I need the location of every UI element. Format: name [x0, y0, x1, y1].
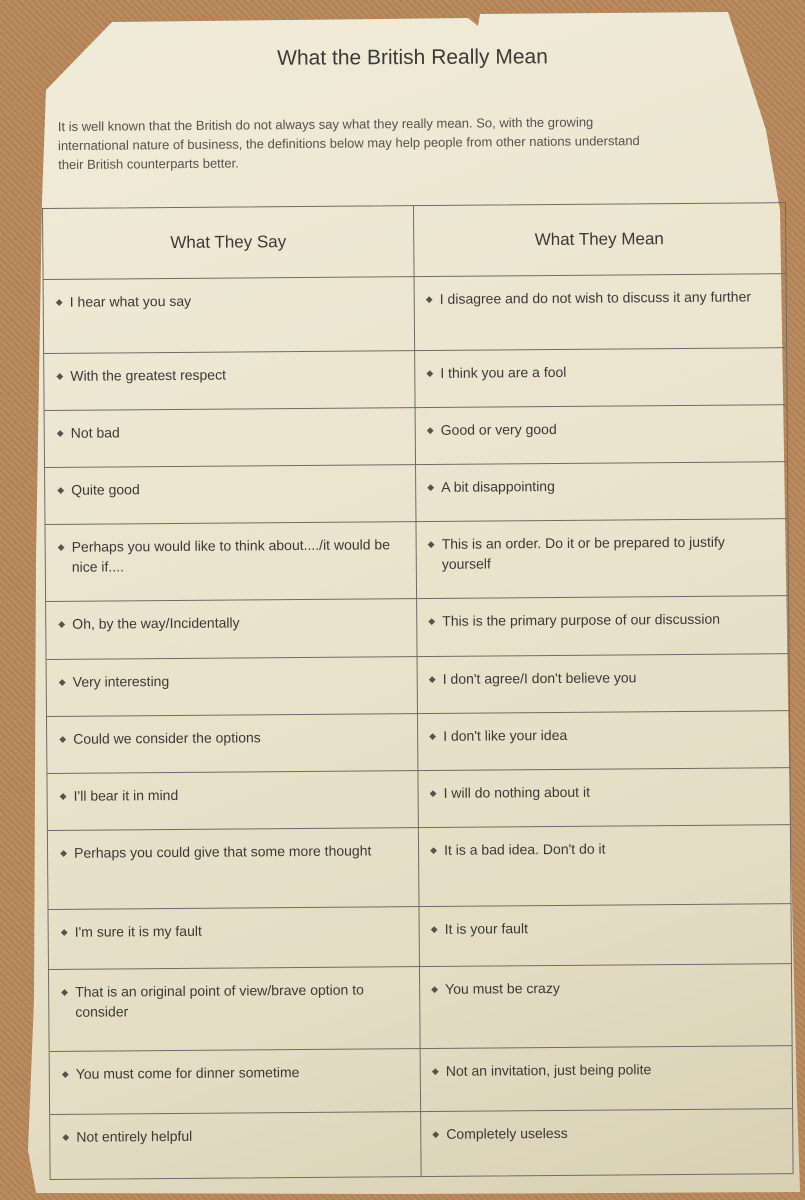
phrase-said [47, 657, 417, 692]
bullet-icon: ◆ [432, 1128, 440, 1139]
bullet-icon: ◆ [62, 1131, 70, 1142]
bullet-icon: ◆ [61, 986, 69, 997]
phrase-said [47, 714, 417, 749]
column-header-what-they-mean: What They Mean [534, 229, 664, 250]
phrase-said-text: Could we consider the options [73, 729, 261, 747]
phrase-meaning-text: Good or very good [440, 420, 557, 438]
bullet-icon: ◆ [431, 983, 439, 994]
phrase-said [44, 277, 414, 312]
phrase-said-text: I'm sure it is my fault [74, 922, 202, 940]
phrase-meaning-text: You must be crazy [445, 979, 560, 997]
bullet-icon: ◆ [59, 790, 67, 801]
phrase-table [42, 202, 794, 1180]
bullet-icon: ◆ [61, 1068, 69, 1079]
bullet-icon: ◆ [55, 296, 63, 307]
phrase-said-text: Perhaps you would like to think about..../it would be nice if.... [71, 536, 391, 575]
phrase-meaning-text: I think you are a fool [440, 363, 567, 381]
phrase-meaning [416, 596, 788, 631]
phrase-said-text: I'll bear it in mind [73, 786, 179, 804]
phrase-said [49, 907, 419, 942]
phrase-meaning [414, 274, 786, 309]
bullet-icon: ◆ [430, 844, 438, 855]
bullet-icon: ◆ [58, 618, 66, 629]
bullet-icon: ◆ [428, 673, 436, 684]
phrase-said-text: With the greatest respect [70, 366, 227, 384]
phrase-said [44, 351, 414, 386]
phrase-meaning-text: It is your fault [444, 920, 528, 937]
phrase-meaning-text: I disagree and do not wish to discuss it any further [439, 288, 752, 307]
phrase-said [47, 771, 417, 806]
phrase-meaning [417, 654, 789, 689]
bullet-icon: ◆ [58, 676, 66, 687]
bullet-icon: ◆ [57, 484, 65, 495]
bullet-icon: ◆ [60, 926, 68, 937]
bullet-icon: ◆ [427, 481, 435, 492]
phrase-said-text: Very interesting [72, 673, 170, 690]
phrase-said [46, 599, 416, 634]
phrase-said-text: Oh, by the way/Incidentally [72, 614, 240, 632]
phrase-meaning [419, 904, 791, 939]
bullet-icon: ◆ [59, 733, 67, 744]
bullet-icon: ◆ [426, 424, 434, 435]
phrase-said-text: I hear what you say [69, 292, 192, 310]
bullet-icon: ◆ [427, 538, 435, 549]
phrase-meaning-text: This is the primary purpose of our discussion [442, 610, 721, 629]
phrase-said [45, 465, 415, 500]
bullet-icon: ◆ [425, 293, 433, 304]
phrase-meaning [417, 768, 789, 803]
phrase-table-wrapper [42, 202, 792, 1178]
bullet-icon: ◆ [56, 427, 64, 438]
phrase-said-text: Perhaps you could give that some more thought [74, 842, 372, 861]
phrase-said-text: Not entirely helpful [76, 1127, 193, 1145]
intro-line: international nature of business, the definitions below may help people from other nations understand [57, 133, 640, 154]
bullet-icon: ◆ [429, 787, 437, 798]
phrase-said [50, 1112, 420, 1147]
phrase-meaning [417, 711, 789, 746]
bullet-icon: ◆ [429, 730, 437, 741]
phrase-said [45, 522, 415, 577]
bullet-icon: ◆ [426, 367, 434, 378]
bullet-icon: ◆ [431, 1065, 439, 1076]
phrase-meaning [420, 1109, 792, 1144]
phrase-said-text: Quite good [71, 481, 140, 498]
phrase-meaning-text: Completely useless [446, 1124, 568, 1142]
phrase-meaning [418, 825, 790, 860]
phrase-meaning-text: Not an invitation, just being polite [445, 1061, 652, 1079]
phrase-meaning-text: It is a bad idea. Don't do it [443, 840, 606, 858]
phrase-meaning [414, 348, 786, 383]
intro-paragraph [58, 111, 770, 174]
page-title: What the British Really Mean [277, 45, 548, 70]
column-header-what-they-say: What They Say [170, 232, 287, 252]
intro-line: It is well known that the British do not always say what they really mean. So, with the growing [57, 114, 594, 135]
phrase-said [45, 408, 415, 443]
phrase-meaning-text: I will do nothing about it [443, 783, 590, 801]
phrase-meaning-text: A bit disappointing [441, 477, 555, 495]
phrase-said [48, 828, 418, 863]
phrase-meaning-text: I don't like your idea [443, 726, 568, 744]
phrase-said-text: You must come for dinner sometime [75, 1064, 300, 1082]
intro-line: their British counterparts better. [58, 155, 239, 173]
phrase-meaning-text: This is an order. Do it or be prepared to justify yourself [441, 533, 725, 572]
bullet-icon: ◆ [60, 847, 68, 858]
bullet-icon: ◆ [56, 370, 64, 381]
bullet-icon: ◆ [430, 923, 438, 934]
phrase-meaning [420, 1046, 792, 1081]
phrase-meaning-text: I don't agree/I don't believe you [442, 669, 637, 687]
phrase-meaning [415, 462, 787, 497]
phrase-meaning [415, 519, 787, 574]
phrase-said-text: Not bad [70, 424, 120, 441]
phrase-said-text: That is an original point of view/brave option to consider [75, 981, 364, 1020]
bullet-icon: ◆ [428, 615, 436, 626]
phrase-said [50, 1049, 420, 1084]
bullet-icon: ◆ [57, 541, 65, 552]
phrase-meaning [415, 405, 787, 440]
phrase-meaning [419, 964, 791, 999]
phrase-said [49, 967, 419, 1022]
